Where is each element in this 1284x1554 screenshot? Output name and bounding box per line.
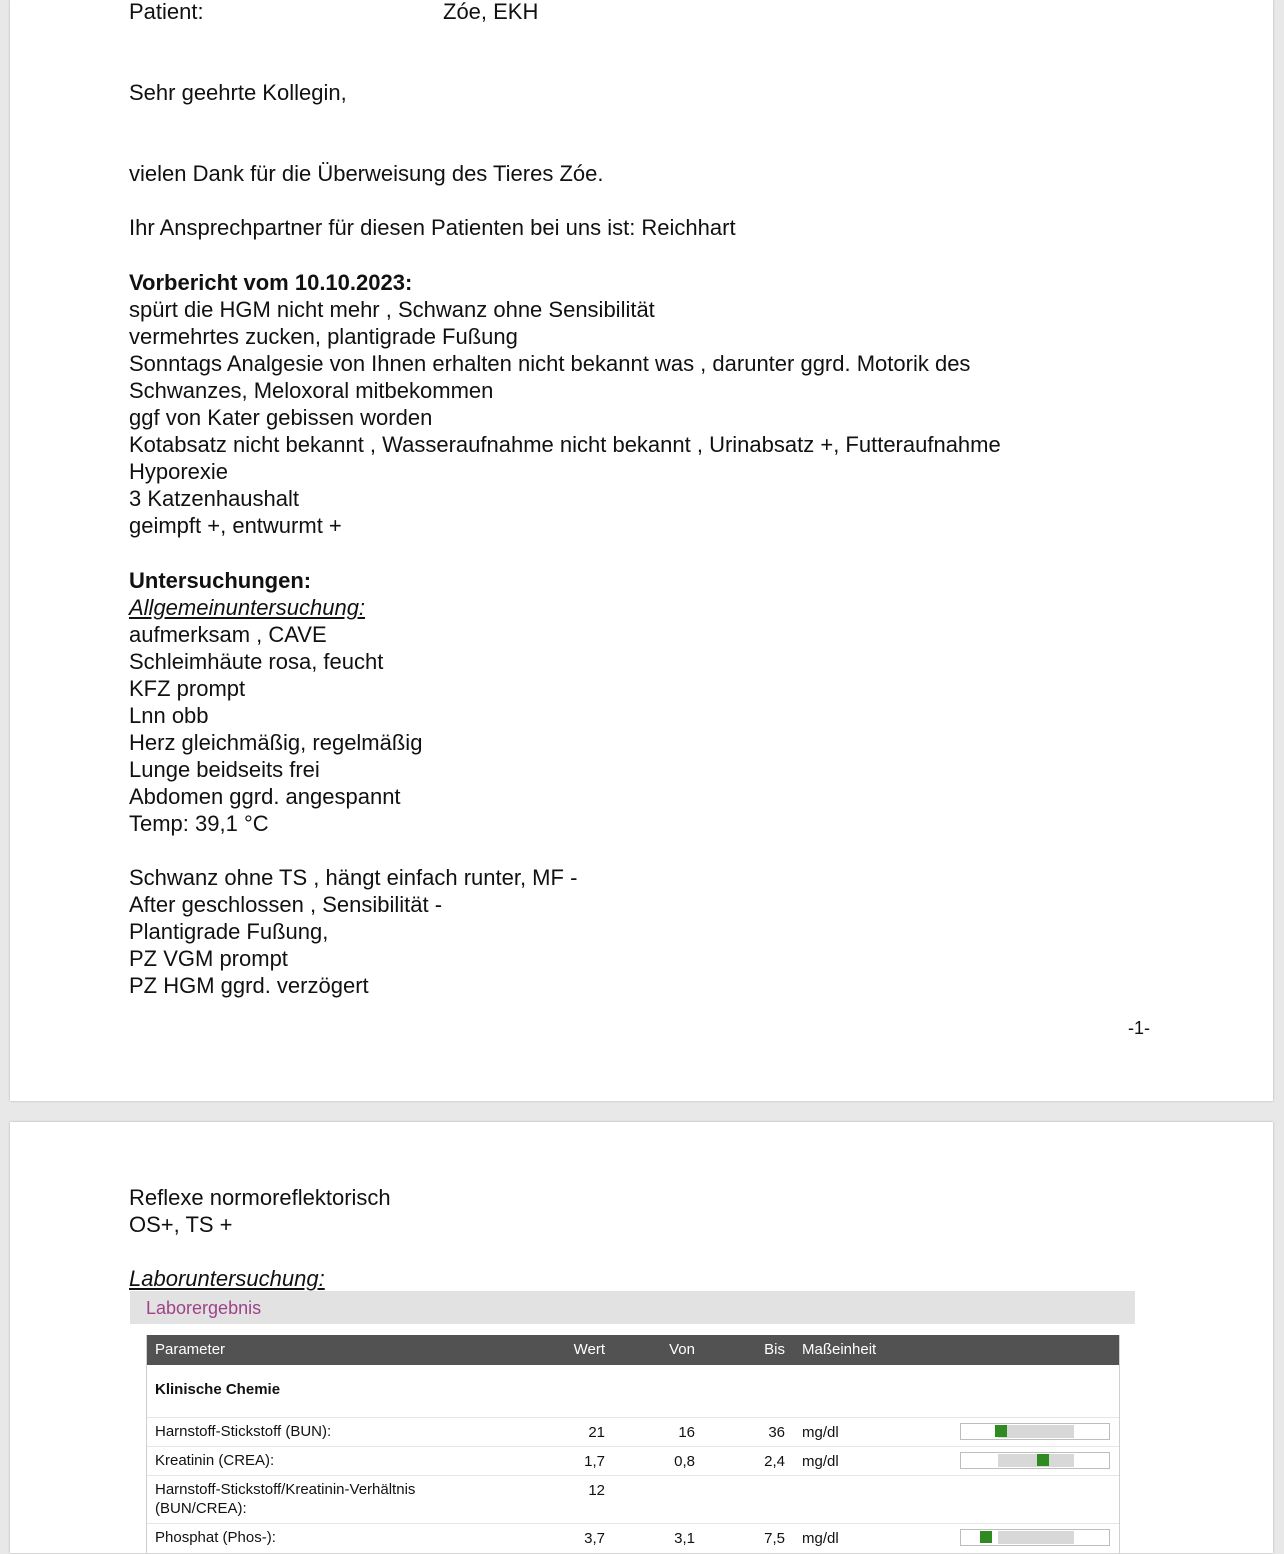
row-bis: 2,4 [764,1453,785,1470]
row-wert: 12 [588,1482,605,1499]
patient-line [129,0,539,25]
row-parameter: Harnstoff-Stickstoff (BUN): [155,1423,332,1440]
table-row [147,1417,1119,1447]
reflex-line: Reflexe normoreflektorisch [129,1185,391,1210]
lab-result-table [146,1335,1120,1553]
allgemein-line: aufmerksam , CAVE [129,622,327,647]
vorbericht-line: Hyporexie [129,459,229,484]
vorbericht-line: geimpft +, entwurmt + [129,513,342,538]
vorbericht-line: 3 Katzenhaushalt [129,486,300,511]
row-unit: mg/dl [802,1424,839,1441]
vorbericht-line: vermehrtes zucken, plantigrade Fußung [129,324,518,349]
document-page-2 [10,1122,1273,1553]
row-unit: mg/dl [802,1453,839,1470]
document-page-1 [10,0,1273,1101]
page-number: -1- [1128,1018,1150,1038]
row-parameter: Phosphat (Phos-): [155,1529,276,1546]
allgemein-line: Lnn obb [129,703,209,728]
row-unit: mg/dl [802,1530,839,1547]
salutation: Sehr geehrte Kollegin, [129,80,347,105]
range-bar [960,1452,1110,1469]
row-bis: 36 [768,1424,785,1441]
row-wert: 3,7 [584,1530,605,1547]
lab-table-header [147,1335,1119,1365]
row-wert: 21 [588,1424,605,1441]
range-bar [960,1529,1110,1546]
value-marker [995,1425,1007,1437]
header-parameter: Parameter [155,1341,226,1358]
lab-result-title: Laborergebnis [146,1298,262,1318]
thanks-line: vielen Dank für die Überweisung des Tieres Zóe. [129,161,604,186]
vorbericht-line: Kotabsatz nicht bekannt , Wasseraufnahme nicht bekannt , Urinabsatz +, Futteraufnahme [129,432,1001,457]
neuro-line: Plantigrade Fußung, [129,919,329,944]
row-parameter: Kreatinin (CREA): [155,1452,275,1469]
contact-line: Ihr Ansprechpartner für diesen Patienten bei uns ist: Reichhart [129,215,736,240]
value-marker [1037,1454,1049,1466]
vorbericht-heading: Vorbericht vom 10.10.2023: [129,270,413,295]
allgemein-line: Temp: 39,1 °C [129,811,269,836]
neuro-line: PZ HGM ggrd. verzögert [129,973,369,998]
vorbericht-line: spürt die HGM nicht mehr , Schwanz ohne Sensibilität [129,297,655,322]
reflex-line: OS+, TS + [129,1212,233,1237]
allgemein-line: Herz gleichmäßig, regelmäßig [129,730,423,755]
lab-result-band [130,1291,1135,1324]
labor-heading: Laboruntersuchung: [129,1266,325,1291]
table-row [147,1475,1119,1524]
neuro-line: After geschlossen , Sensibilität - [129,892,443,917]
header-wert: Wert [573,1341,605,1358]
patient-label: Patient: [129,0,204,24]
allgemein-heading: Allgemeinuntersuchung: [129,595,366,620]
vorbericht-line: ggf von Kater gebissen worden [129,405,433,430]
vorbericht-line: Schwanzes, Meloxoral mitbekommen [129,378,494,403]
range-bar [960,1423,1110,1440]
row-parameter: Harnstoff-Stickstoff/Kreatinin-Verhältnis (BUN/CREA): [155,1481,416,1517]
value-marker [980,1531,992,1543]
table-row [147,1446,1119,1476]
row-von: 3,1 [674,1530,695,1547]
row-bis: 7,5 [764,1530,785,1547]
allgemein-line: KFZ prompt [129,676,246,701]
neuro-line: Schwanz ohne TS , hängt einfach runter, MF - [129,865,578,890]
allgemein-line: Schleimhäute rosa, feucht [129,649,384,674]
header-unit: Maßeinheit [802,1341,877,1358]
row-von: 16 [678,1424,695,1441]
allgemein-line: Lunge beidseits frei [129,757,320,782]
untersuchungen-heading: Untersuchungen: [129,568,312,593]
row-von: 0,8 [674,1453,695,1470]
patient-value: Zóe, EKH [443,0,539,24]
lab-section-title: Klinische Chemie [155,1381,281,1398]
neuro-line: PZ VGM prompt [129,946,288,971]
header-bis: Bis [764,1341,785,1358]
allgemein-line: Abdomen ggrd. angespannt [129,784,401,809]
vorbericht-line: Sonntags Analgesie von Ihnen erhalten nicht bekannt was , darunter ggrd. Motorik des [129,351,971,376]
row-wert: 1,7 [584,1453,605,1470]
table-row [147,1523,1119,1554]
header-von: Von [669,1341,695,1358]
